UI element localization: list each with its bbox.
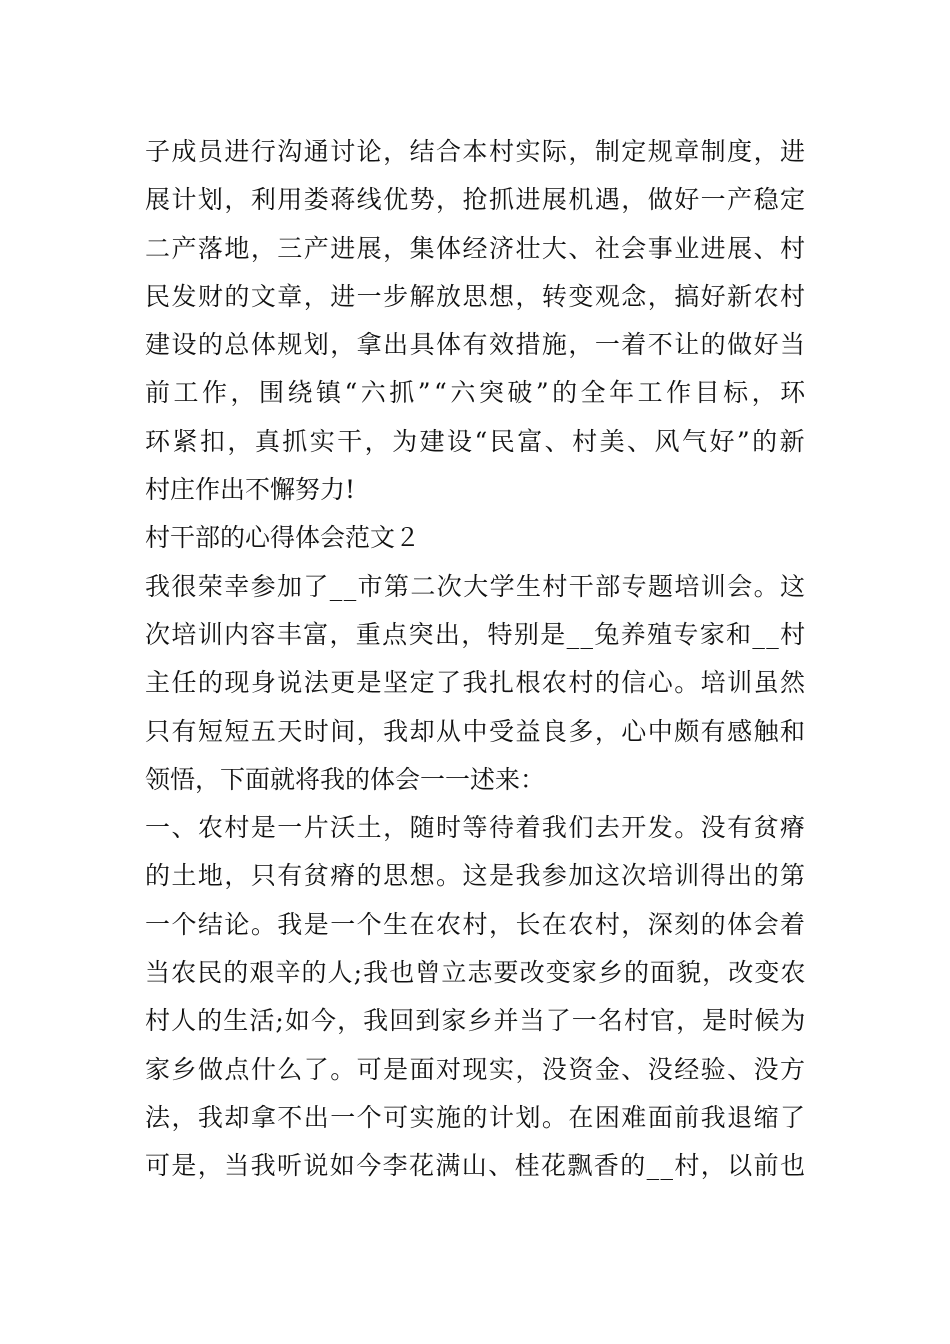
- text-line: 主任的现身说法更是坚定了我扎根农村的信心。培训虽然: [145, 668, 807, 698]
- text-line: 二产落地，三产进展，集体经济壮大、社会事业进展、村: [145, 233, 807, 263]
- section-heading: 村干部的心得体会范文２: [145, 523, 421, 553]
- text-line: 一个结论。我是一个生在农村，长在农村，深刻的体会着: [145, 909, 807, 939]
- text-line: 子成员进行沟通讨论，结合本村实际，制定规章制度，进: [145, 137, 807, 166]
- text-line: 村庄作出不懈努力!: [145, 475, 356, 505]
- text-line: 环紧扣，真抓实干，为建设“民富、村美、风气好”的新: [145, 426, 808, 456]
- text-line: 我很荣幸参加了__市第二次大学生村干部专题培训会。这: [145, 571, 807, 601]
- text-line: 当农民的艰辛的人;我也曾立志要改变家乡的面貌，改变农: [145, 958, 807, 988]
- text-line: 次培训内容丰富，重点突出，特别是__兔养殖专家和__村: [145, 619, 807, 649]
- text-line: 可是，当我听说如今李花满山、桂花飘香的__村，以前也: [145, 1151, 807, 1181]
- text-line: 只有短短五天时间，我却从中受益良多，心中颇有感触和: [145, 716, 807, 746]
- text-line: 一、农村是一片沃土，随时等待着我们去开发。没有贫瘠: [145, 813, 807, 843]
- text-line: 前工作，围绕镇“六抓”“六突破”的全年工作目标，环: [145, 378, 809, 408]
- text-line: 建设的总体规划，拿出具体有效措施，一着不让的做好当: [145, 330, 807, 360]
- text-line: 的土地，只有贫瘠的思想。这是我参加这次培训得出的第: [145, 861, 807, 891]
- text-line: 法，我却拿不出一个可实施的计划。在困难面前我退缩了: [145, 1102, 807, 1132]
- text-line: 展计划，利用娄蒋线优势，抢抓进展机遇，做好一产稳定: [145, 185, 807, 215]
- text-line: 家乡做点什么了。可是面对现实，没资金、没经验、没方: [145, 1054, 807, 1084]
- text-line: 领悟，下面就将我的体会一一述来：: [145, 764, 546, 794]
- text-line: 民发财的文章，进一步解放思想，转变观念，搞好新农村: [145, 281, 807, 311]
- text-line: 村人的生活;如今，我回到家乡并当了一名村官，是时候为: [145, 1006, 807, 1036]
- document-body: [145, 128, 815, 1191]
